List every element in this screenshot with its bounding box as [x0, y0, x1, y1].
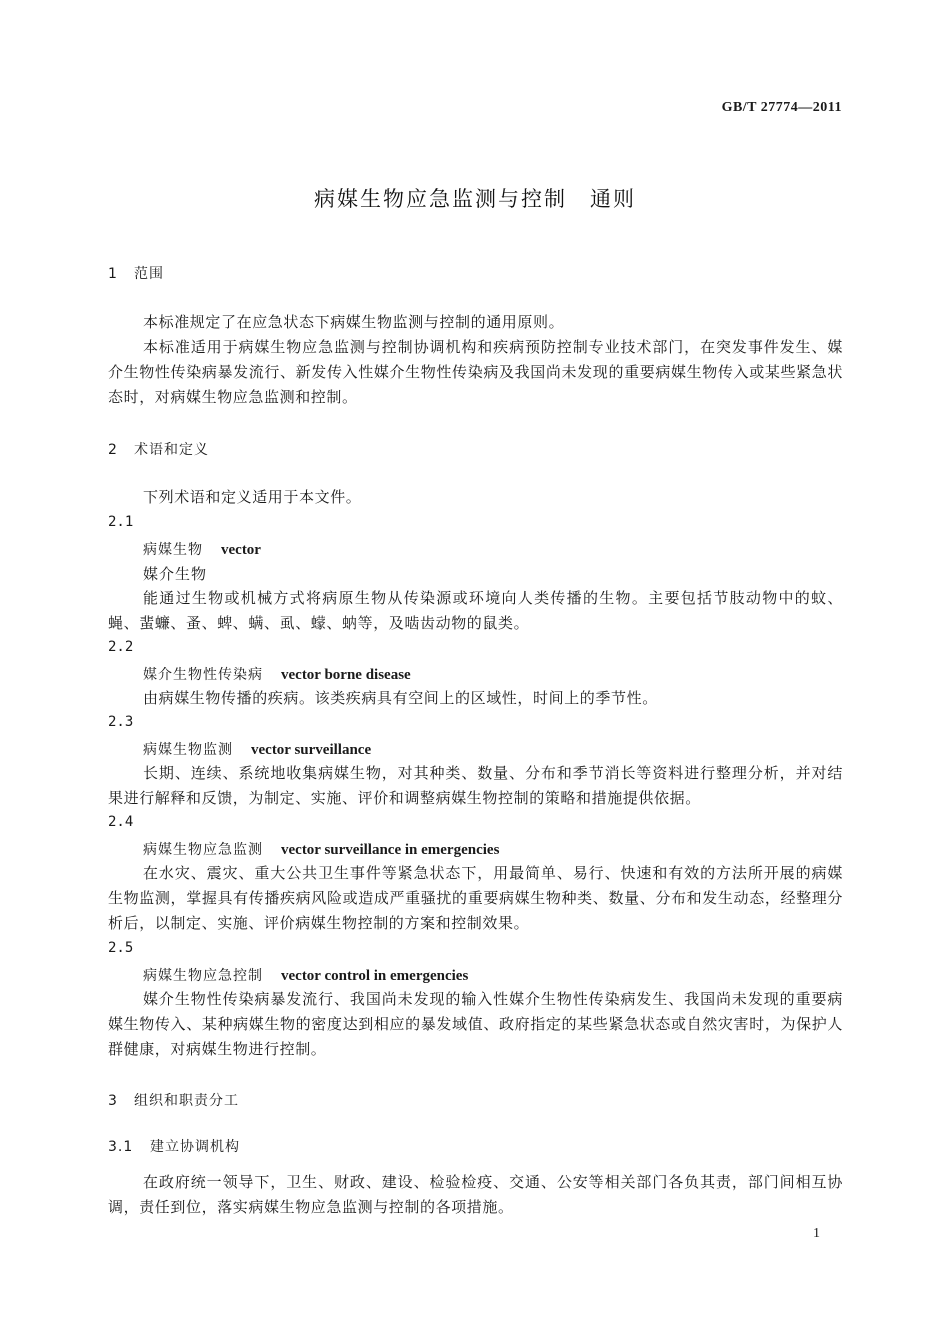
term-heading — [143, 664, 411, 684]
subsection-title: 建立协调机构 — [150, 1139, 240, 1155]
term-en: vector control in emergencies — [281, 968, 469, 984]
section-1-paragraph-1: 本标准规定了在应急状态下病媒生物监测与控制的通用原则。 — [143, 313, 565, 331]
term-heading — [143, 839, 499, 859]
term-zh: 病媒生物监测 — [143, 742, 233, 758]
term-en: vector surveillance — [251, 742, 372, 758]
term-en: vector — [221, 542, 261, 558]
term-heading — [143, 539, 261, 559]
term-zh: 病媒生物应急控制 — [143, 968, 263, 984]
section-number: 1 — [108, 266, 118, 282]
term-number: 2.4 — [108, 814, 134, 830]
standard-number: GB/T 27774—2011 — [721, 100, 842, 115]
subsection-number: 3.1 — [108, 1139, 134, 1155]
section-1-heading — [108, 263, 164, 283]
term-definition: 能通过生物或机械方式将病原生物从传染源或环境向人类传播的生物。主要包括节肢动物中的蚊、蝇、蜚蠊、蚤、蜱、螨、虱、蠓、蚋等，及啮齿动物的鼠类。 — [108, 589, 843, 632]
section-title: 组织和职责分工 — [134, 1093, 239, 1109]
term-definition: 在水灾、震灾、重大公共卫生事件等紧急状态下，用最简单、易行、快速和有效的方法所开展的病媒生物监测，掌握具有传播疾病风险或造成严重骚扰的重要病媒生物种类、数量、分布和发生动态，经整理分析后，以制定、实施、评价病媒生物控制的方案和控制效果。 — [108, 864, 843, 932]
term-number: 2.1 — [108, 514, 134, 530]
section-number: 2 — [108, 442, 118, 458]
section-3-heading — [108, 1090, 239, 1110]
term-heading — [143, 965, 468, 985]
subsection-3-1-paragraph: 在政府统一领导下，卫生、财政、建设、检验检疫、交通、公安等相关部门各负其责，部门间相互协调，责任到位，落实病媒生物应急监测与控制的各项措施。 — [108, 1173, 843, 1216]
document-title: 病媒生物应急监测与控制 通则 — [314, 187, 636, 211]
term-number: 2.5 — [108, 940, 134, 956]
term-en: vector surveillance in emergencies — [281, 842, 500, 858]
term-zh: 媒介生物性传染病 — [143, 667, 263, 683]
term-definition: 由病媒生物传播的疾病。该类疾病具有空间上的区域性，时间上的季节性。 — [143, 689, 658, 707]
page-number: 1 — [813, 1226, 820, 1241]
section-title: 术语和定义 — [134, 442, 209, 458]
term-number: 2.3 — [108, 714, 134, 730]
term-en: vector borne disease — [281, 667, 411, 683]
subsection-3-1-heading — [108, 1136, 240, 1156]
term-synonym: 媒介生物 — [143, 565, 208, 583]
section-number: 3 — [108, 1093, 118, 1109]
section-2-intro: 下列术语和定义适用于本文件。 — [143, 488, 362, 506]
term-heading — [143, 739, 371, 759]
section-1-paragraph-2: 本标准适用于病媒生物应急监测与控制协调机构和疾病预防控制专业技术部门，在突发事件发生、媒介生物性传染病暴发流行、新发传入性媒介生物性传染病及我国尚未发现的重要病媒生物传入或某些紧急状态时，对病媒生物应急监测和控制。 — [108, 338, 843, 406]
term-definition: 媒介生物性传染病暴发流行、我国尚未发现的输入性媒介生物性传染病发生、我国尚未发现的重要病媒生物传入、某种病媒生物的密度达到相应的暴发域值、政府指定的某些紧急状态或自然灾害时，为保护人群健康，对病媒生物进行控制。 — [108, 990, 843, 1058]
term-number: 2.2 — [108, 639, 134, 655]
term-zh: 病媒生物 — [143, 542, 203, 558]
term-definition: 长期、连续、系统地收集病媒生物，对其种类、数量、分布和季节消长等资料进行整理分析，并对结果进行解释和反馈，为制定、实施、评价和调整病媒生物控制的策略和措施提供依据。 — [108, 764, 843, 807]
section-2-heading — [108, 439, 209, 459]
section-title: 范围 — [134, 266, 164, 282]
term-zh: 病媒生物应急监测 — [143, 842, 263, 858]
